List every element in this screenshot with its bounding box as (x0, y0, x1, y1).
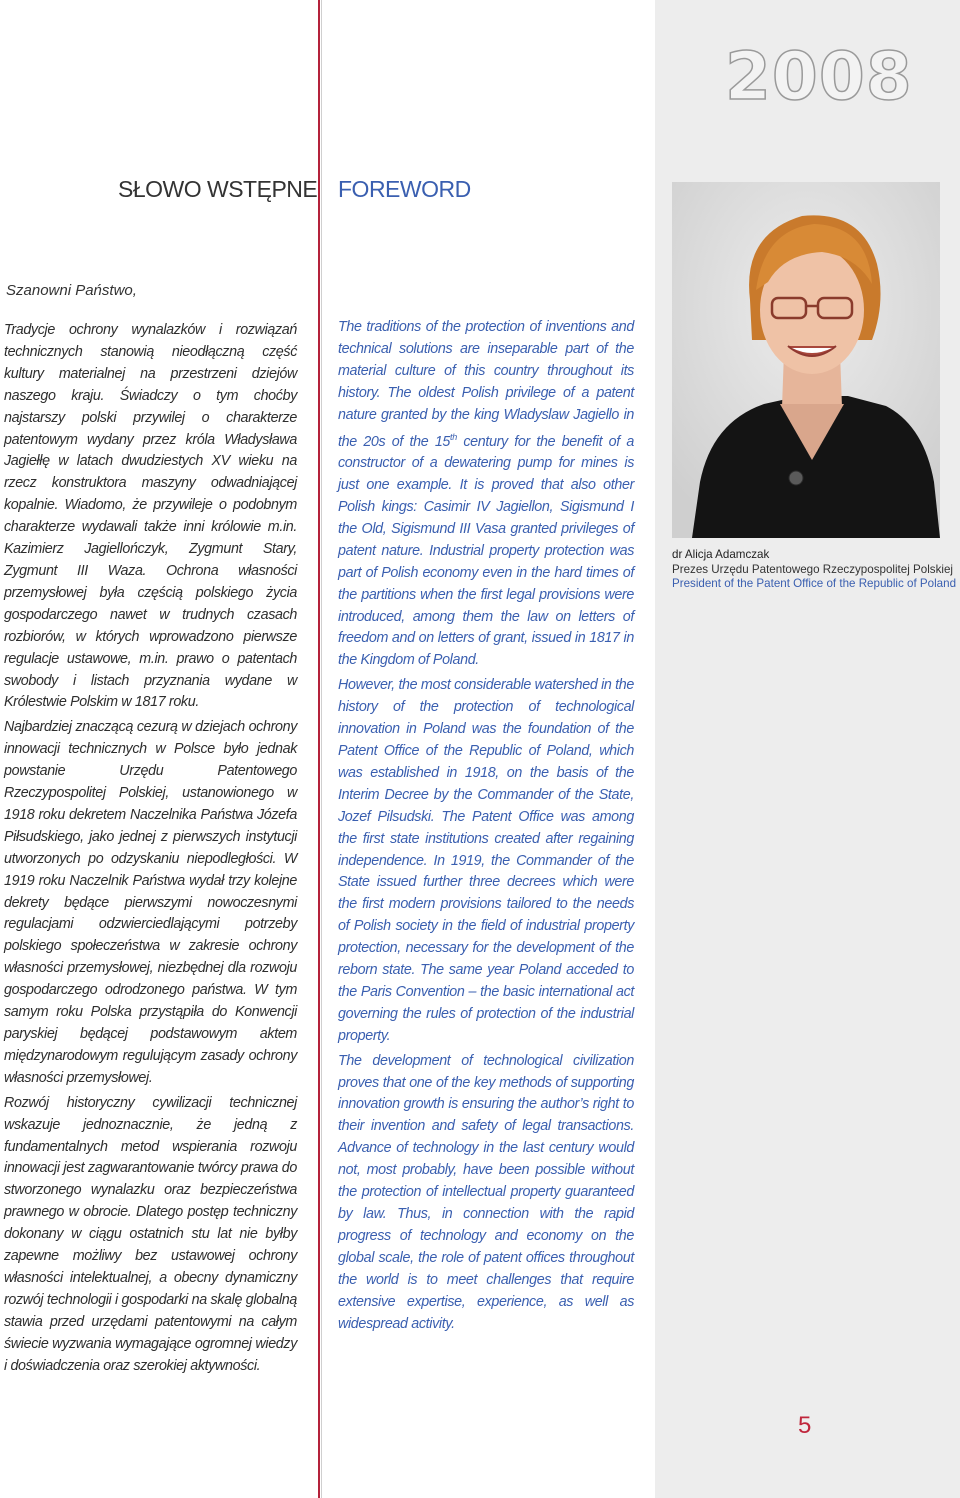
heading-english: FOREWORD (338, 176, 471, 202)
page-number: 5 (798, 1412, 812, 1439)
salutation: Szanowni Państwo, (6, 282, 137, 299)
superscript-th: th (450, 431, 457, 442)
english-paragraph-1-part-b: century for the benefit of a constructor of a dewatering pump for mines is just one example. It is proved that also other Polish kings: Casimir IV Jagiellon, Sigismund I the Old, Sigismund III Vasa granted privileges of patent nature. Industrial property protection was part of Polish economy even in the hard times of the partitions when the first legal provisions were introduced, among them the law on letters of freedom and on letters of grant, issued in 1817 in the Kingdom of Poland. (338, 433, 634, 669)
column-divider-gray (321, 0, 322, 1498)
english-text-column (338, 317, 634, 1338)
english-paragraph-2: However, the most considerable watershed in the history of the protection of technological innovation in Poland was the foundation of the Patent Office of the Republic of Poland, which was established in 1918, on the basis of the Interim Decree by the Commander of the State, Jozef Pilsudski. The Patent Office was among the first state institutions created after regaining independence. In 1919, the Commander of the State issued further three decrees which were the first modern provisions tailored to the needs of Polish society in the field of industrial property protection, necessary for the development of the reborn state. The same year Poland acceded to the Paris Convention – the basic international act governing the rules of protection of the industrial property. (338, 677, 634, 1044)
polish-paragraph-1: Tradycje ochrony wynalazków i rozwiązań technicznych stanowią nieodłączną część kultury materialnej na przestrzeni dziejów naszego kraju. Świadczy o tym choćby najstarszy polski przywilej o charakterze patentowym wydany przez króla Władysława Jagiełłę w latach dwudziestych XV wieku na rzecz konstruktora maszyny odwadniającej kopalnie. Wiadomo, że przywileje o podobnym charakterze wydawali także inni królowie m.in. Kazimierz Jagiellończyk, Zygmunt Stary, Zygmunt III Waza. Ochrona własności przemysłowej była częścią polskiego życia gospodarczego nawet w trudnych czasach rozbiorów, w których wprowadzono pierwsze regulacje ustawowe, m.in. prawo o patentach swobody i listach przyznania wydane w Królestwie Polskim w 1817 roku. (4, 322, 297, 711)
english-paragraph-3: The development of technological civilization proves that one of the key methods of supporting innovation growth is ensuring the author’s right to their invention and safety of legal transactions. Advance of technology in the last century would not, most probably, have been possible without the protection of intellectual property guaranteed by law. Thus, in connection with the rapid progress of technology and economy on the global scale, the role of patent offices throughout the world is to meet challenges that require extensive expertise, experience, as well as widespread activity. (338, 1052, 634, 1332)
caption-title-english: President of the Patent Office of the Republic of Poland (672, 577, 957, 590)
portrait-illustration (672, 182, 940, 538)
photo-caption (672, 548, 956, 592)
english-paragraph-1-part-a: The traditions of the protection of inventions and technical solutions are inseparable part of the material culture of this country throughout its history. The oldest Polish privilege of a patent nature granted by the king Wladyslaw Jagiello in the 20s of the 15 (338, 319, 634, 450)
caption-name: dr Alicja Adamczak (672, 548, 770, 561)
polish-paragraph-3: Rozwój historyczny cywilizacji technicznej wskazuje jednoznacznie, że jedną z fundamentalnych metod wspierania rozwoju innowacji jest zagwarantowanie twórcy prawa do stworzonego wynalazku oraz bezpieczeństwa prawnego w obrocie. Dlatego postęp techniczny dokonany w ciągu ostatnich stu lat nie byłby zapewne możliwy bez ustawowej ochrony własności intelektualnej, a obecny dynamiczny rozwój technologii i gospodarki na skalę globalną stawia przed urzędami patentowymi na całym świecie wyzwania wymagające ogromnej wiedzy i doświadczenia oraz szerokiej aktywności. (4, 1094, 297, 1374)
caption-title-polish: Prezes Urzędu Patentowego Rzeczypospolitej Polskiej (672, 562, 953, 576)
heading-polish: SŁOWO WSTĘPNE (118, 176, 318, 202)
english-paragraph-1 (338, 317, 634, 672)
portrait-photo (672, 182, 940, 538)
polish-text-column (4, 320, 297, 1381)
polish-paragraph-2: Najbardziej znaczącą cezurą w dziejach ochrony innowacji technicznych w Polsce było jednak powstanie Urzędu Patentowego Rzeczypospolitej Polskiej, ustanowionego w 1918 roku dekretem Naczelnika Państwa Józefa Piłsudskiego, jako jednej z pierwszych instytucji utworzonych po odzyskaniu niepodległości. W 1919 roku Naczelnik Państwa wydał trzy kolejne dekrety będące pierwszymi nowoczesnymi regulacjami odzwierciedlającymi potrzeby polskiego społeczeństwa w zakresie ochrony własności przemysłowej, niezbędnej dla rozwoju gospodarczego odrodzonego państwa. W tym samym roku Polska przystąpiła do Konwencji paryskiej będącej podstawowym aktem międzynarodowym regulującym zasady ochrony własności przemysłowej. (4, 719, 297, 1086)
year-title: 2008 (725, 38, 913, 115)
column-divider-red (318, 0, 320, 1498)
